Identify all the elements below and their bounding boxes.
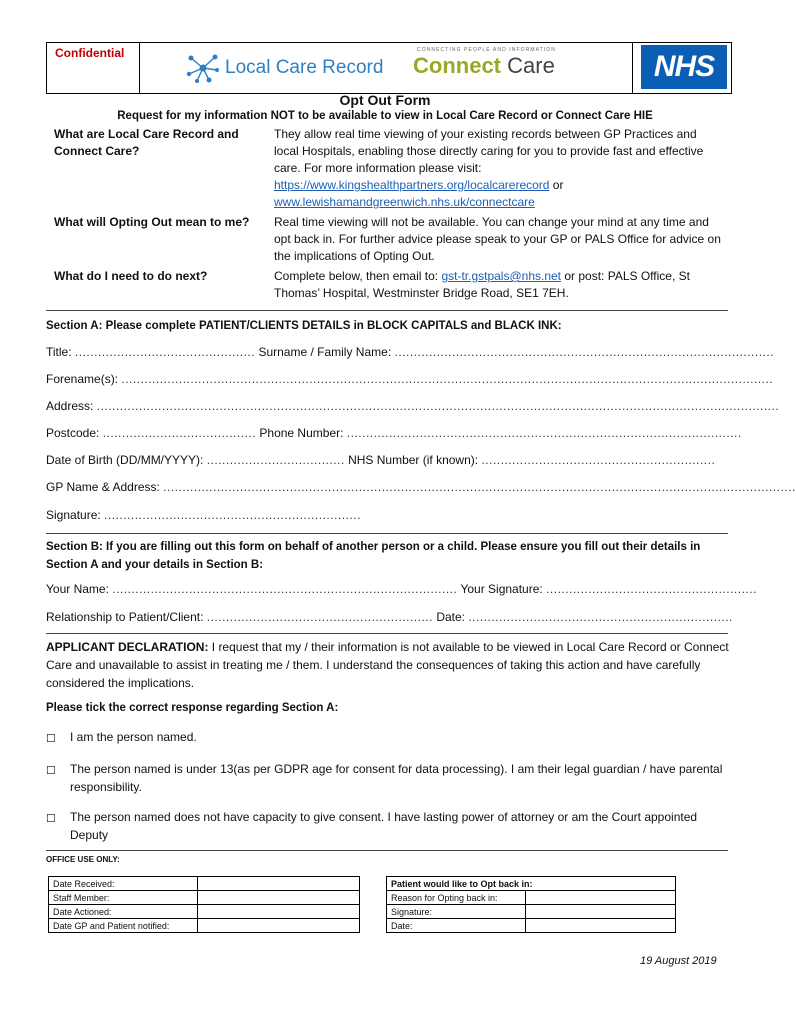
tick-heading: Please tick the correct response regarding Section A: [46, 702, 339, 714]
office-left-table [48, 876, 360, 933]
table-cell-value[interactable] [198, 877, 360, 891]
signature-label: Signature: [46, 508, 105, 522]
title-surname-row [46, 345, 775, 359]
your-signature-field[interactable]: ....................................................... [546, 582, 757, 596]
your-name-row [46, 582, 757, 596]
table-row [387, 877, 676, 891]
faq-answer-1-text: They allow real time viewing of your existing records between GP Practices and local Hospitals, enabling those directly caring for you to provide fast and effective care. For more information please visit: [274, 127, 704, 175]
table-cell-label: Staff Member: [49, 891, 198, 905]
table-cell-label: Date Received: [49, 877, 198, 891]
table-cell-label: Signature: [387, 905, 526, 919]
tick-option-3-text: The person named does not have capacity to give consent. I have lasting power of attorney or am the Court appointed Deputy [70, 810, 698, 842]
forename-label: Forename(s): [46, 372, 122, 386]
declaration-text: I request that my / their information is not available to be viewed in Local Care Record or Connect Care and unavailable to assist in treating me / them. I understand the consequences of taking this action and have carefully considered the implications. [46, 640, 729, 690]
lewisham-greenwich-link[interactable]: www.lewishamandgreenwich.nhs.uk/connectcare [274, 195, 535, 209]
opt-back-in-heading: Patient would like to Opt back in: [387, 877, 676, 891]
checkbox-icon[interactable]: ☐ [46, 813, 56, 825]
table-cell-value[interactable] [198, 905, 360, 919]
your-name-label: Your Name: [46, 582, 113, 596]
nhs-logo: NHS [641, 45, 727, 89]
care-text: Care [507, 53, 555, 78]
section-a-heading: Section A: Please complete PATIENT/CLIENTS DETAILS in BLOCK CAPITALS and BLACK INK: [46, 320, 562, 332]
relationship-row [46, 610, 733, 624]
declaration-heading: APPLICANT DECLARATION: [46, 640, 209, 654]
header-box [46, 42, 732, 94]
faq-answer-1 [274, 126, 724, 211]
relationship-label: Relationship to Patient/Client: [46, 610, 207, 624]
gp-label: GP Name & Address: [46, 480, 164, 494]
your-signature-label: Your Signature: [457, 582, 547, 596]
relationship-field[interactable]: ........................................................... [206, 610, 433, 624]
table-row [49, 891, 360, 905]
logo-divider [632, 43, 633, 93]
divider [46, 633, 728, 634]
faq-answer-or: or [549, 178, 564, 192]
connect-care-logo [413, 53, 555, 79]
dob-nhs-row [46, 453, 726, 467]
surname-field[interactable]: ................................................................................................... [394, 345, 775, 359]
surname-label: Surname / Family Name: [255, 345, 395, 359]
applicant-declaration [46, 638, 736, 692]
table-cell-label: Date GP and Patient notified: [49, 919, 198, 933]
form-subtitle: Request for my information NOT to be available to view in Local Care Record or Connect Care HIE [117, 110, 653, 122]
gp-field[interactable]: ..................................................................................................................................................................... [163, 480, 796, 494]
kings-health-partners-link[interactable]: https://www.kingshealthpartners.org/localcarerecord [274, 178, 550, 192]
connect-text: Connect [413, 53, 501, 78]
tick-option-1-text: I am the person named. [70, 730, 197, 744]
table-cell-value[interactable] [526, 905, 676, 919]
table-row [387, 891, 676, 905]
table-cell-value[interactable] [526, 919, 676, 933]
section-b-heading: Section B: If you are filling out this form on behalf of another person or a child. Please ensure you fill out their details in Section A and your details in Section B: [46, 541, 701, 571]
title-field[interactable]: ............................................... [74, 345, 256, 359]
table-row [387, 905, 676, 919]
nhs-number-label: NHS Number (if known): [344, 453, 482, 467]
connect-care-tagline: CONNECTING PEOPLE AND INFORMATION [417, 47, 556, 53]
confidential-label: Confidential [55, 46, 125, 60]
table-cell-label: Reason for Opting back in: [387, 891, 526, 905]
local-care-record-logo [185, 51, 383, 85]
table-cell-value[interactable] [198, 891, 360, 905]
postcode-field[interactable]: ........................................ [102, 426, 257, 440]
title-label: Title: [46, 345, 75, 359]
faq-answer-2: Real time viewing will not be available. You can change your mind at any time and opt back in. For further advice please speak to your GP or PALS Office for advice on the implications of Opting Out. [274, 215, 721, 263]
gp-row [46, 480, 796, 494]
table-row [49, 877, 360, 891]
faq-answer-3-post: or post: PALS Office, St Thomas’ Hospital, Westminster Bridge Road, SE1 7EH. [274, 269, 690, 300]
confidential-cell [47, 43, 140, 93]
forename-field[interactable]: .......................................................................................................................................................................... [121, 372, 774, 386]
address-field[interactable]: .................................................................................................................................................................................. [96, 399, 780, 413]
office-right-table [386, 876, 676, 933]
your-name-field[interactable]: .......................................................................................... [112, 582, 458, 596]
divider [46, 533, 728, 534]
tick-option-2-text: The person named is under 13(as per GDPR age for consent for data processing). I am their legal guardian / have parental responsibility. [70, 762, 723, 794]
footer-date: 19 August 2019 [640, 955, 717, 967]
address-row [46, 399, 780, 413]
table-cell-value[interactable] [198, 919, 360, 933]
address-label: Address: [46, 399, 97, 413]
nhs-number-field[interactable]: ............................................................. [481, 453, 716, 467]
forename-row [46, 372, 774, 386]
faq-question-3: What do I need to do next? [54, 269, 208, 283]
table-cell-value[interactable] [526, 891, 676, 905]
postcode-phone-row [46, 426, 742, 440]
table-cell-label: Date Actioned: [49, 905, 198, 919]
faq-question-2: What will Opting Out mean to me? [54, 215, 250, 229]
divider [46, 850, 728, 851]
dob-label: Date of Birth (DD/MM/YYYY): [46, 453, 207, 467]
table-row [49, 905, 360, 919]
table-row [387, 919, 676, 933]
faq-answer-3 [274, 268, 724, 302]
postcode-label: Postcode: [46, 426, 103, 440]
checkbox-icon[interactable]: ☐ [46, 733, 56, 745]
pals-email-link[interactable]: gst-tr.gstpals@nhs.net [441, 269, 562, 283]
office-use-heading: OFFICE USE ONLY: [46, 855, 120, 864]
faq-answer-3-pre: Complete below, then email to: [274, 269, 442, 283]
local-care-record-text: Local Care Record [225, 57, 384, 78]
faq-question-1: What are Local Care Record and Connect Care? [54, 127, 239, 158]
dob-field[interactable]: .................................... [206, 453, 345, 467]
phone-label: Phone Number: [256, 426, 347, 440]
form-title: Opt Out Form [339, 92, 431, 108]
network-icon [185, 52, 221, 84]
phone-field[interactable]: ....................................................................................................... [346, 426, 742, 440]
table-cell-label: Date: [387, 919, 526, 933]
signature-row [46, 508, 726, 522]
table-row [49, 919, 360, 933]
date-label: Date: [432, 610, 469, 624]
divider [46, 310, 728, 311]
signature-field[interactable]: ................................................................... [104, 508, 361, 522]
date-field[interactable]: ..................................................................... [468, 610, 733, 624]
checkbox-icon[interactable]: ☐ [46, 765, 56, 777]
